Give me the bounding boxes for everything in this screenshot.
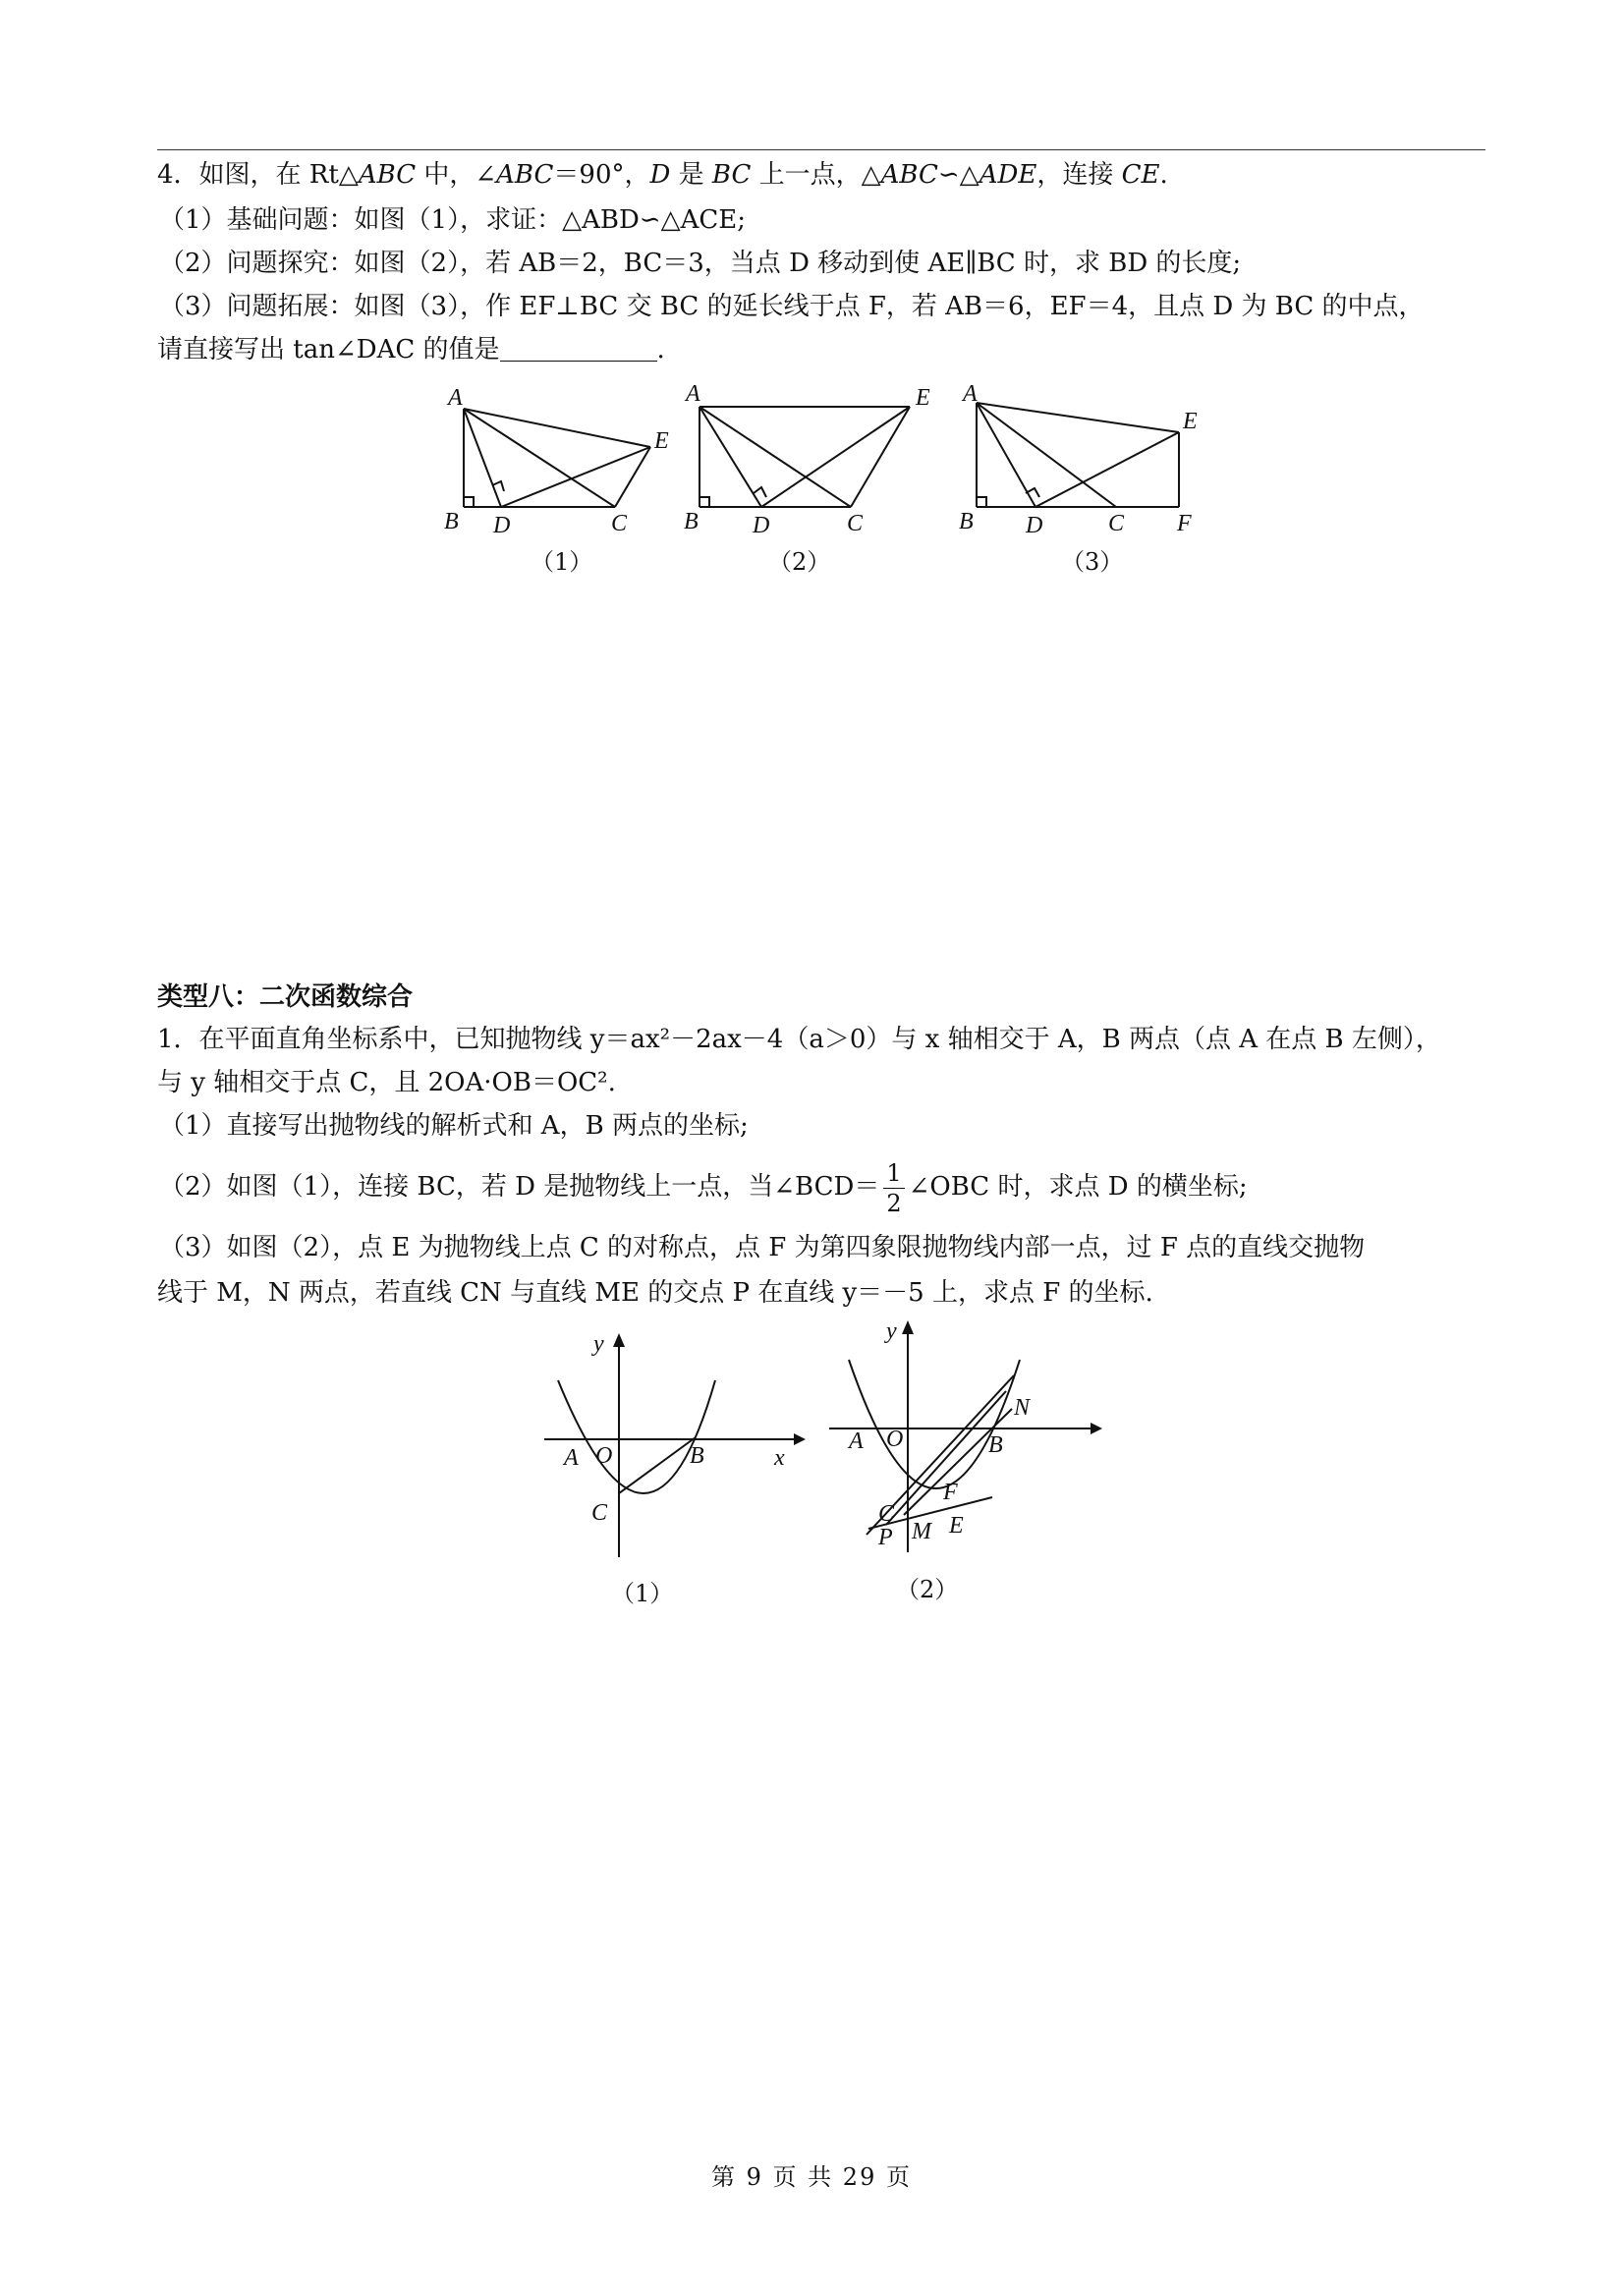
figure-4-1-caption: （1） <box>531 548 593 576</box>
label-A: A <box>963 381 978 407</box>
section8-part3: （3）如图（2），点 E 为抛物线上点 C 的对称点，点 F 为第四象限抛物线内部一点，过 F 点的直线交抛物 <box>159 1233 1366 1262</box>
problem4-part1: （1）基础问题：如图（1），求证：△ABD∽△ACE; <box>159 205 746 235</box>
label-A: A <box>686 381 700 407</box>
parabola-figure-2-caption: （2） <box>896 1576 959 1603</box>
label-C: C <box>847 511 864 536</box>
label-B: B <box>444 509 459 534</box>
header-rule <box>157 149 1485 150</box>
section8-part3-cont: 线于 M，N 两点，若直线 CN 与直线 ME 的交点 P 在直线 y＝－5 上，求点 F 的坐标. <box>157 1278 1153 1308</box>
page-footer: 第 9 页 共 29 页 <box>711 2163 912 2191</box>
label-O: O <box>886 1427 904 1452</box>
label-C: C <box>878 1501 895 1527</box>
label-A: A <box>564 1445 579 1471</box>
figure-4-2 <box>678 383 953 550</box>
section8-part2: （2）如图（1），连接 BC，若 D 是抛物线上一点，当∠BCD＝ $\frac{1}{2}$ ∠OBC 时，求点 D 的横坐标; <box>159 1158 1248 1217</box>
figure-4-3-caption: （3） <box>1061 548 1124 576</box>
problem4-part3: （3）问题拓展：如图（3），作 EF⊥BC 交 BC 的延长线于点 F，若 AB＝6，EF＝4，且点 D 为 BC 的中点， <box>159 292 1425 321</box>
problem4-part2: （2）问题探究：如图（2），若 AB＝2，BC＝3，当点 D 移动到使 AE∥BC 时，求 BD 的长度; <box>159 249 1242 278</box>
parabola-figure-1 <box>540 1331 815 1567</box>
section8-q1-line2: 与 y 轴相交于点 C，且 2OA·OB＝OC². <box>157 1068 616 1097</box>
label-E: E <box>916 385 930 411</box>
label-B: B <box>988 1432 1003 1458</box>
problem4-stem: 4．如图，在 Rt△ABC 中，∠ABC＝90°，D 是 BC 上一点，△ABC∽△ADE，连接 CE. <box>157 160 1168 190</box>
figure-4-2-caption: （2） <box>768 548 831 576</box>
label-P: P <box>878 1525 893 1550</box>
label-D: D <box>493 513 511 538</box>
figure-4-1 <box>432 383 688 550</box>
label-C: C <box>611 511 628 536</box>
parabola-figure-2 <box>825 1316 1120 1572</box>
label-A: A <box>849 1428 864 1454</box>
label-C: C <box>1108 511 1125 536</box>
section8-q1-line1: 1．在平面直角坐标系中，已知抛物线 y＝ax²－2ax－4（a＞0）与 x 轴相交于 A，B 两点（点 A 在点 B 左侧）， <box>157 1025 1441 1054</box>
label-C: C <box>591 1500 608 1526</box>
parabola-figure-1-caption: （1） <box>611 1580 674 1607</box>
label-F: F <box>943 1480 958 1505</box>
problem4-part3-answer-line: 请直接写出 tan∠DAC 的值是 . <box>157 335 665 364</box>
label-B: B <box>959 509 974 534</box>
label-B: B <box>684 509 699 534</box>
label-B: B <box>690 1443 704 1469</box>
label-x: x <box>774 1445 785 1471</box>
figure-4-3 <box>953 383 1228 550</box>
label-O: O <box>595 1443 613 1469</box>
label-E: E <box>1183 409 1198 434</box>
answer-blank[interactable] <box>500 335 657 362</box>
label-E: E <box>949 1513 964 1539</box>
label-D: D <box>753 513 770 538</box>
label-y: y <box>886 1318 897 1344</box>
label-y: y <box>593 1331 604 1357</box>
label-E: E <box>654 428 669 454</box>
section8-part1: （1）直接写出抛物线的解析式和 A，B 两点的坐标; <box>159 1111 749 1141</box>
section-heading: 类型八：二次函数综合 <box>157 982 414 1012</box>
label-M: M <box>912 1519 931 1544</box>
label-F: F <box>1177 511 1192 536</box>
fraction-one-half: $\frac{1}{2}$ <box>883 1161 904 1215</box>
label-A: A <box>448 385 463 411</box>
label-D: D <box>1026 513 1043 538</box>
label-N: N <box>1014 1395 1031 1421</box>
